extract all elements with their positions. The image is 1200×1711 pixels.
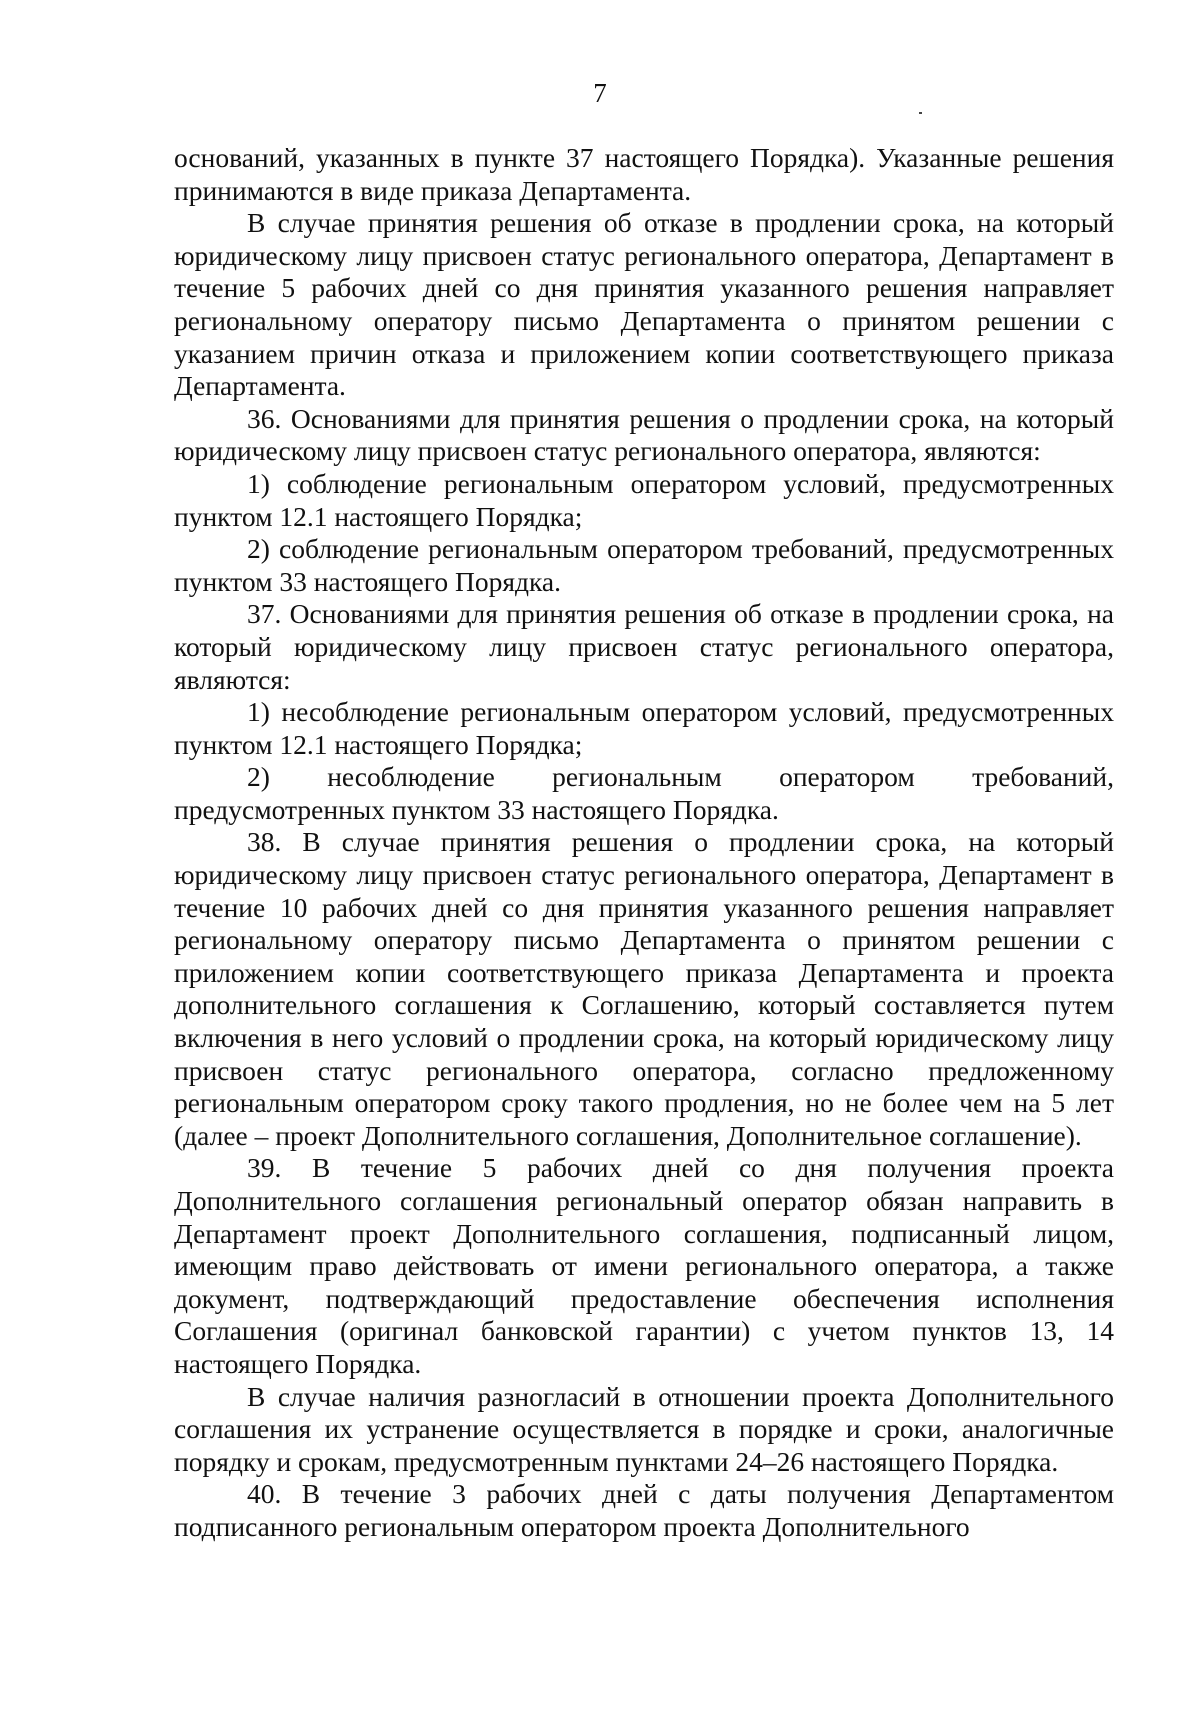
paragraph-continuation: оснований, указанных в пункте 37 настоящего Порядка). Указанные решения принимаются в виде приказа Департамента.: [174, 142, 1114, 206]
paragraph-37: 37. Основаниями для принятия решения об отказе в продлении срока, на который юридическому лицу присвоен статус регионального оператора, являются:: [174, 598, 1114, 695]
paragraph-36: 36. Основаниями для принятия решения о продлении срока, на который юридическому лицу присвоен статус регионального оператора, являются:: [174, 402, 1114, 467]
paragraph-39: 39. В течение 5 рабочих дней со дня получения проекта Дополнительного соглашения региональный оператор обязан направить в Департамент проект Дополнительного соглашения, подписанный лицом, имеющим право действовать от имени регионального оператора, а также документ, подтверждающий предоставление обеспечения исполнения Соглашения (оригинал банковской гарантии) с учетом пунктов 13, 14 настоящего Порядка.: [174, 1152, 1114, 1379]
paragraph-36-item-2: 2) соблюдение региональным оператором требований, предусмотренных пунктом 33 настоящего Порядка.: [174, 533, 1114, 597]
paragraph-37-item-2: 2) несоблюдение региональным оператором требований, предусмотренных пунктом 33 настоящего Порядка.: [174, 761, 1114, 825]
paragraph-36-item-1: 1) соблюдение региональным оператором условий, предусмотренных пунктом 12.1 настоящего Порядка;: [174, 467, 1114, 532]
document-body: [174, 142, 1114, 1544]
page-number: 7: [593, 78, 607, 108]
paragraph-40: 40. В течение 3 рабочих дней с даты получения Департаментом подписанного региональным оператором проекта Дополнительного: [174, 1478, 1114, 1542]
paragraph-refusal-notice: В случае принятия решения об отказе в продлении срока, на который юридическому лицу присвоен статус регионального оператора, Департамент в течение 5 рабочих дней со дня принятия указанного решения направляет региональному оператору письмо Департамента о принятом решении с указанием причин отказа и приложением копии соответствующего приказа Департамента.: [174, 207, 1114, 402]
paragraph-38: 38. В случае принятия решения о продлении срока, на который юридическому лицу присвоен статус регионального оператора, Департамент в течение 10 рабочих дней со дня принятия указанного решения направляет региональному оператору письмо Департамента о принятом решении с приложением копии соответствующего приказа Департамента и проекта дополнительного соглашения к Соглашению, который составляется путем включения в него условий о продлении срока, на который юридическому лицу присвоен статус регионального оператора, согласно предложенному региональным оператором сроку такого продления, но не более чем на 5 лет (далее – проект Дополнительного соглашения, Дополнительное соглашение).: [174, 826, 1114, 1151]
paragraph-37-item-1: 1) несоблюдение региональным оператором условий, предусмотренных пунктом 12.1 настоящего Порядка;: [174, 696, 1114, 760]
scan-speck: [919, 112, 922, 114]
paragraph-disagreements: В случае наличия разногласий в отношении проекта Дополнительного соглашения их устранение осуществляется в порядке и сроки, аналогичные порядку и срокам, предусмотренным пунктами 24–26 настоящего Порядка.: [174, 1380, 1114, 1477]
